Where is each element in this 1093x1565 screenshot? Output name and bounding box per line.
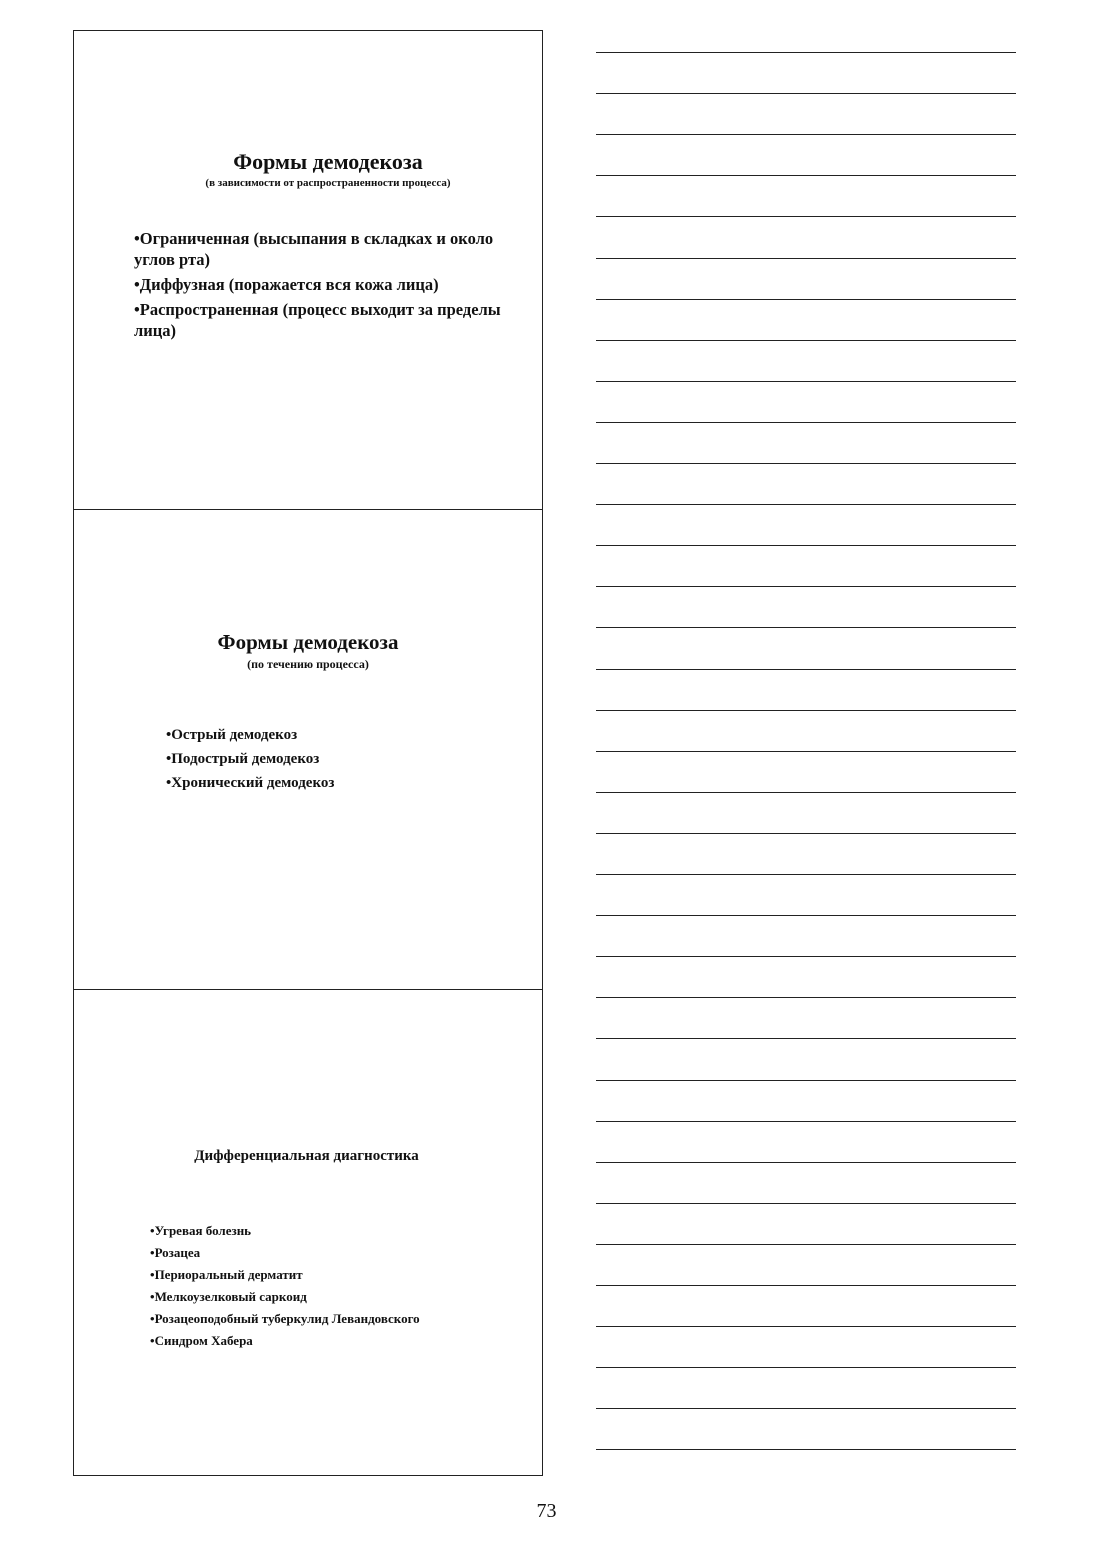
- note-line: [596, 299, 1016, 300]
- list-item: • Синдром Хабера: [150, 1330, 420, 1352]
- note-line: [596, 175, 1016, 176]
- note-line: [596, 669, 1016, 670]
- note-line: [596, 1162, 1016, 1163]
- slide-forms-by-spread: [74, 31, 542, 509]
- note-line: [596, 52, 1016, 53]
- slide-forms-by-course: [74, 509, 542, 989]
- note-line: [596, 216, 1016, 217]
- note-line: [596, 751, 1016, 752]
- slide-title: Формы демодекоза: [233, 149, 423, 174]
- note-line: [596, 997, 1016, 998]
- note-line: [596, 1121, 1016, 1122]
- note-line: [596, 833, 1016, 834]
- note-line: [596, 1449, 1016, 1450]
- list-item: • Периоральный дерматит: [150, 1264, 420, 1286]
- note-line: [596, 874, 1016, 875]
- slides-column: [73, 30, 543, 1476]
- note-line: [596, 1080, 1016, 1081]
- note-line: [596, 545, 1016, 546]
- note-line: [596, 792, 1016, 793]
- list-item: • Подострый демодекоз: [166, 747, 334, 771]
- slide-title: Дифференциальная диагностика: [194, 1148, 419, 1164]
- bullet-list: [134, 228, 514, 345]
- slide-differential-diagnosis: [74, 989, 542, 1475]
- note-line: [596, 422, 1016, 423]
- note-line: [596, 915, 1016, 916]
- note-line: [596, 1367, 1016, 1368]
- note-line: [596, 627, 1016, 628]
- bullet-list: [150, 1220, 420, 1352]
- note-line: [596, 1285, 1016, 1286]
- note-line: [596, 340, 1016, 341]
- note-line: [596, 1038, 1016, 1039]
- note-line: [596, 381, 1016, 382]
- note-line: [596, 710, 1016, 711]
- note-line: [596, 93, 1016, 94]
- note-line: [596, 134, 1016, 135]
- note-line: [596, 504, 1016, 505]
- list-item: • Диффузная (поражается вся кожа лица): [134, 274, 514, 295]
- note-line: [596, 1326, 1016, 1327]
- slide-subtitle: (по течению процесса): [247, 657, 369, 671]
- list-item: • Розацеа: [150, 1242, 420, 1264]
- note-line: [596, 258, 1016, 259]
- list-item: • Хронический демодекоз: [166, 771, 334, 795]
- note-line: [596, 1408, 1016, 1409]
- list-item: • Розацеоподобный туберкулид Левандовского: [150, 1308, 420, 1330]
- note-line: [596, 956, 1016, 957]
- list-item: • Угревая болезнь: [150, 1220, 420, 1242]
- page-number: 73: [536, 1500, 557, 1522]
- slide-title: Формы демодекоза: [217, 630, 399, 654]
- list-item: • Распространенная (процесс выходит за пределы лица): [134, 299, 514, 341]
- note-line: [596, 586, 1016, 587]
- note-line: [596, 1203, 1016, 1204]
- list-item: • Острый демодекоз: [166, 723, 334, 747]
- list-item: • Ограниченная (высыпания в складках и около углов рта): [134, 228, 514, 270]
- slide-subtitle: (в зависимости от распространенности процесса): [205, 177, 451, 189]
- note-line: [596, 463, 1016, 464]
- note-line: [596, 1244, 1016, 1245]
- list-item: • Мелкоузелковый саркоид: [150, 1286, 420, 1308]
- bullet-list: [166, 723, 334, 795]
